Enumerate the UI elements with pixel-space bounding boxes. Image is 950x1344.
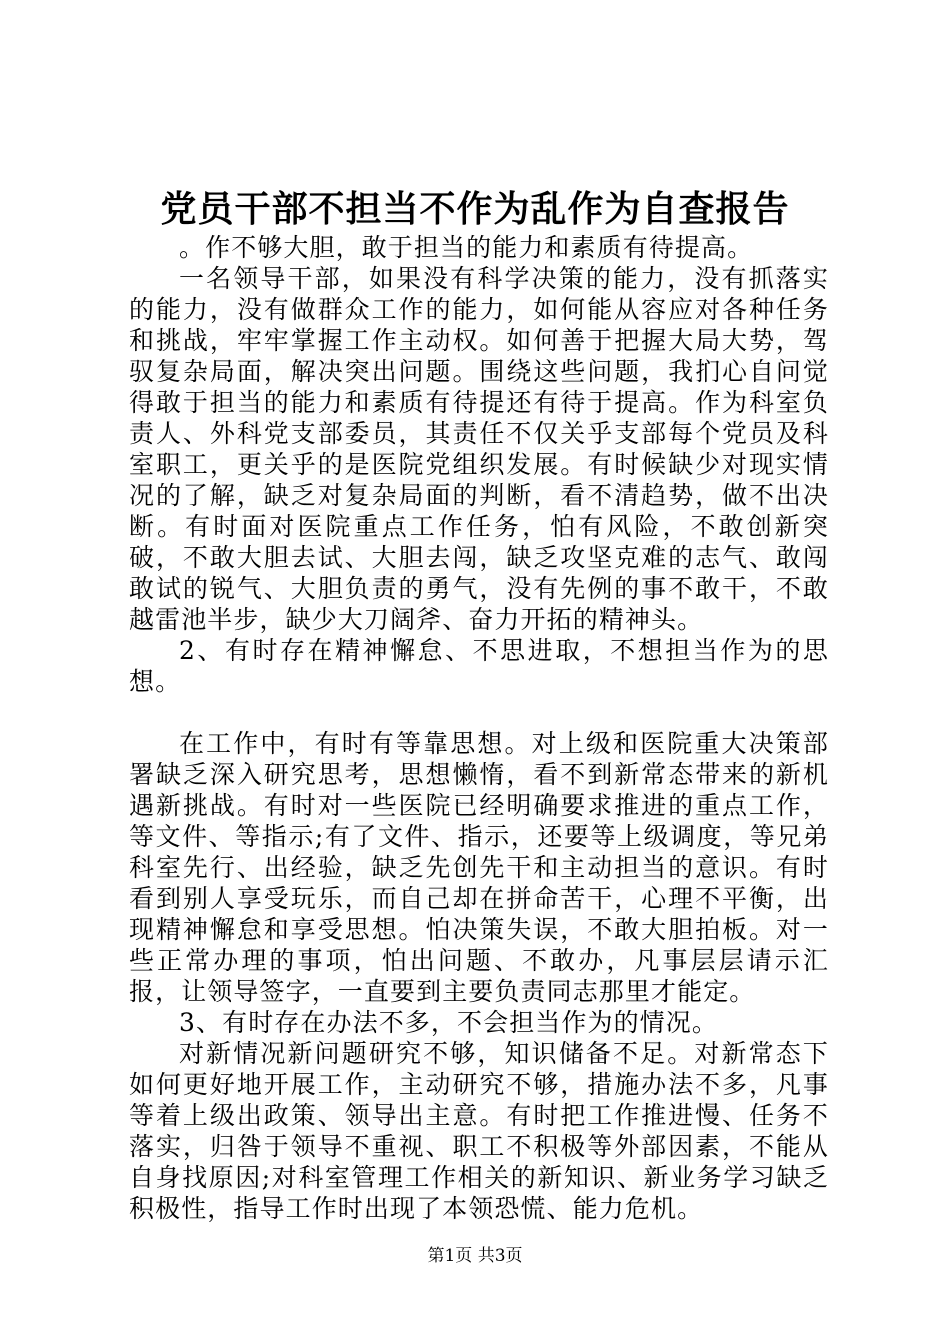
paragraph: 。作不够大胆，敢于担当的能力和素质有待提高。 (179, 233, 754, 262)
section-heading: 2、有时存在精神懈怠、不思进取，不想担当作为的思想。 (129, 636, 829, 696)
page-footer: 第1页 共3页 (427, 1246, 523, 1266)
paragraph: 在工作中，有时有等靠思想。对上级和医院重大决策部署缺乏深入研究思考，思想懒惰，看不到新常态带来的新机遇新挑战。有时对一些医院已经明确要求推进的重点工作，等文件、等指示;有了文件、指示，还要等上级调度，等兄弟科室先行、出经验，缺乏先创先干和主动担当的意识。有时看到别人享受玩乐，而自己却在拼命苦干，心理不平衡，出现精神懈怠和享受思想。怕决策失误，不敢大胆拍板。对一些正常办理的事项，怕出问题、不敢办，凡事层层请示汇报，让领导签字，一直要到主要负责同志那里才能定。 (129, 729, 829, 1006)
paragraph: 一名领导干部，如果没有科学决策的能力，没有抓落实的能力，没有做群众工作的能力，如何能从容应对各种任务和挑战，牢牢掌握工作主动权。如何善于把握大局大势，驾驭复杂局面，解决突出问题。围绕这些问题，我扪心自问觉得敢于担当的能力和素质有待提还有待于提高。作为科室负责人、外科党支部委员，其责任不仅关乎支部每个党员及科室职工，更关乎的是医院党组织发展。有时候缺少对现实情况的了解，缺乏对复杂局面的判断，看不清趋势，做不出决断。有时面对医院重点工作任务，怕有风险，不敢创新突破，不敢大胆去试、大胆去闯，缺乏攻坚克难的志气、敢闯敢试的锐气、大胆负责的勇气，没有先例的事不敢干，不敢越雷池半步，缺少大刀阔斧、奋力开拓的精神头。 (129, 264, 829, 634)
document-body (129, 232, 829, 1224)
section-heading: 3、有时存在办法不多，不会担当作为的情况。 (179, 1008, 719, 1037)
paragraph: 对新情况新问题研究不够，知识储备不足。对新常态下如何更好地开展工作，主动研究不够，措施办法不多，凡事等着上级出政策、领导出主意。有时把工作推进慢、任务不落实，归咎于领导不重视、职工不积极等外部因素，不能从自身找原因;对科室管理工作相关的新知识、新业务学习缺乏积极性，指导工作时出现了本领恐慌、能力危机。 (129, 1039, 829, 1223)
document-title: 党员干部不担当不作为乱作为自查报告 (160, 188, 790, 230)
